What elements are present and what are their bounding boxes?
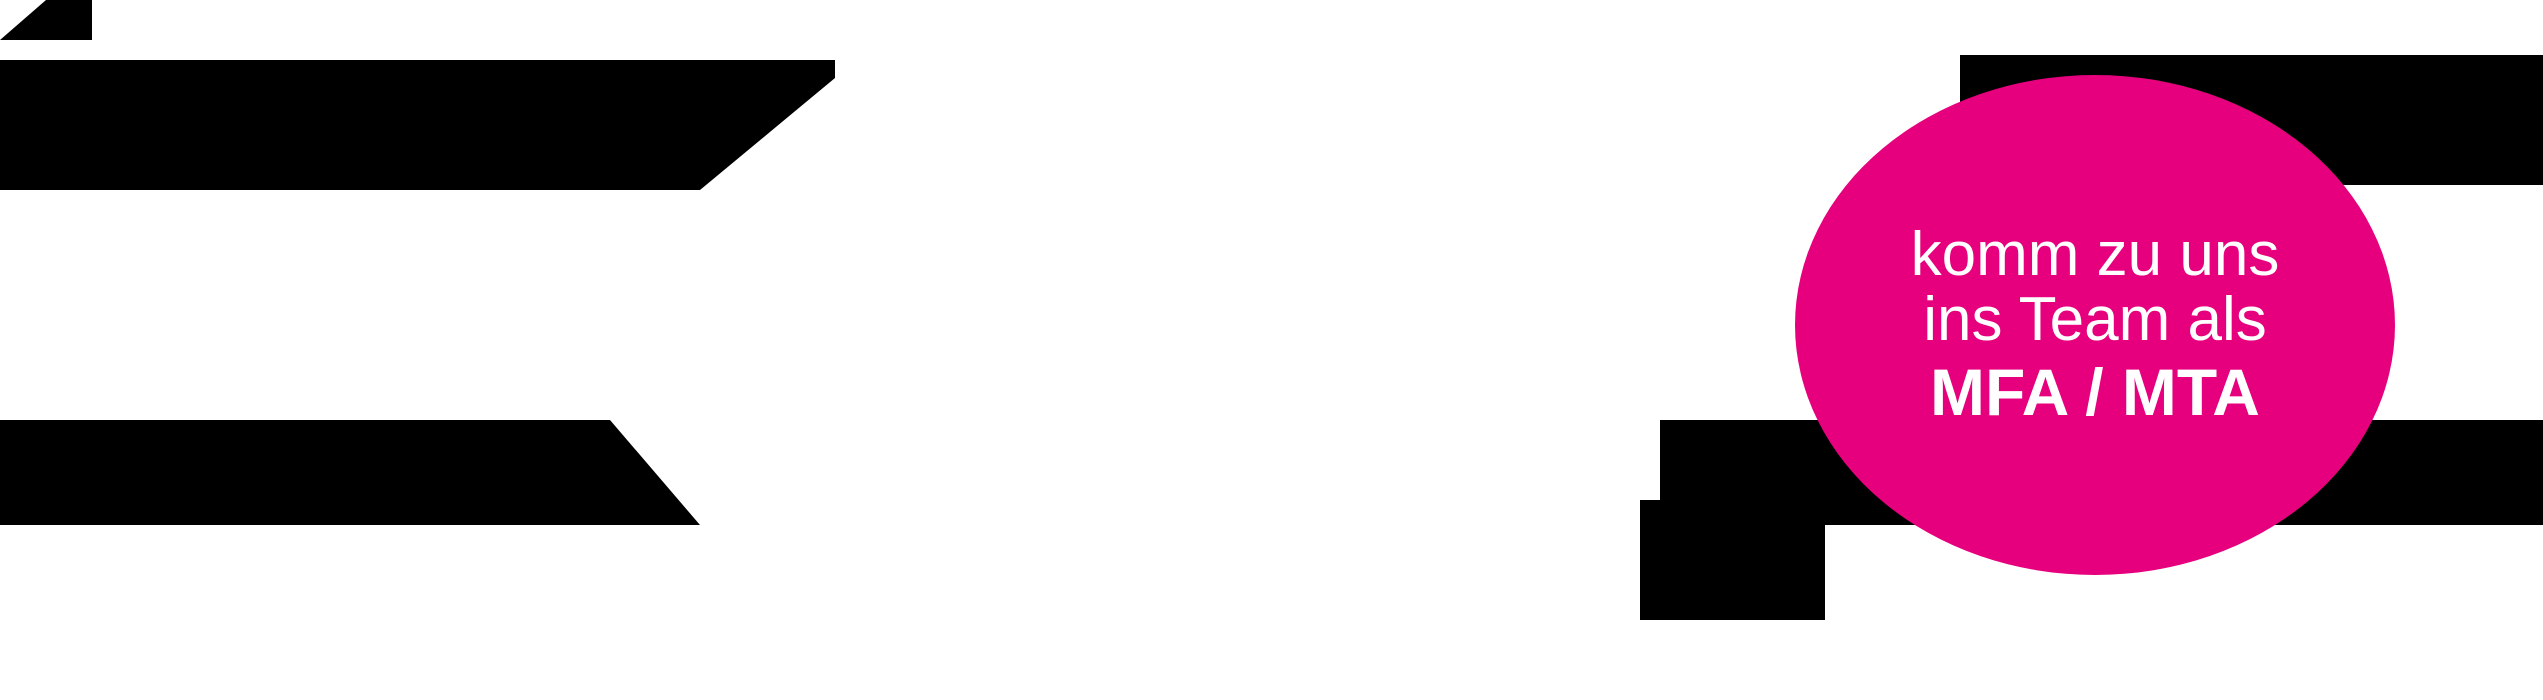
badge-line-3: MFA / MTA	[1930, 355, 2260, 430]
decor-bar-mid-left	[0, 420, 700, 525]
badge-line-1: komm zu uns	[1910, 220, 2280, 290]
badge-line-2: ins Team als	[1923, 285, 2267, 355]
decor-bar-top-notch	[0, 0, 92, 40]
decor-bar-top-left	[0, 60, 835, 190]
decor-bar-right-lower	[1640, 500, 1825, 620]
recruiting-badge[interactable]	[1795, 75, 2395, 575]
